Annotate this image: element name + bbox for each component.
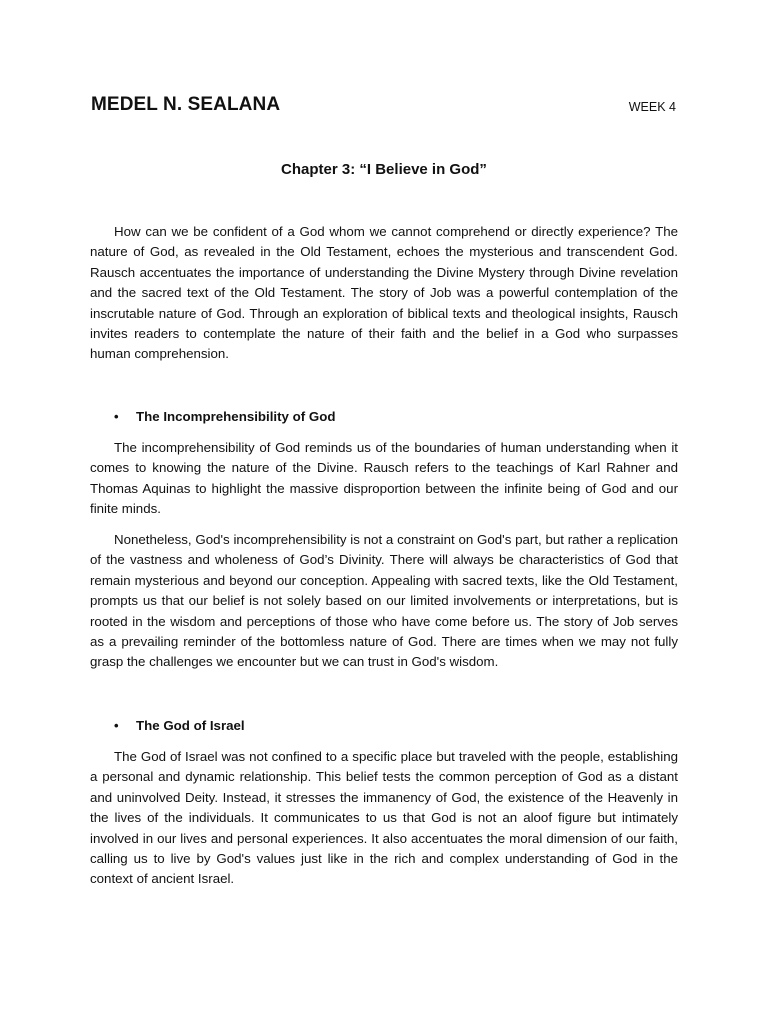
paragraph: Nonetheless, God's incomprehensibility is not a constraint on God's part, but rather a replication of the vastness and wholeness of God’s Divinity. There will always be characteristics of God that remain mysterious and beyond our conception. Appealing with sacred texts, like the Old Testament, prompts us that our belief is not solely based on our limited involvements or interpretations, but is rooted in the wisdom and perceptions of those who have come before us. The story of Job serves as a prevailing reminder of the bottomless nature of God. There are times when we may not fully grasp the challenges we encounter but we can trust in God's wisdom. xyxy=(90,532,678,670)
paragraph: The incomprehensibility of God reminds us of the boundaries of human understanding when it comes to knowing the nature of the Divine. Rausch refers to the teachings of Karl Rahner and Thomas Aquinas to highlight the massive disproportion between the infinite being of God and our finite minds. xyxy=(90,440,678,517)
section-heading-incomprehensibility xyxy=(114,407,335,427)
paragraph: The God of Israel was not confined to a specific place but traveled with the people, establishing a personal and dynamic relationship. This belief tests the common perception of God as a distant and uninvolved Deity. Instead, it stresses the immanency of God, the existence of the Heavenly in the lives of the individuals. It communicates to us that God is not an aloof figure but intimately involved in our lives and personal experiences. It also accentuates the moral dimension of our faith, calling us to live by God's values just like in the rich and complex understanding of God in the context of ancient Israel. xyxy=(90,749,678,887)
section-heading-label: The Incomprehensibility of God xyxy=(136,409,336,424)
section-heading-god-of-israel xyxy=(114,716,245,736)
author-name: MEDEL N. SEALANA xyxy=(91,94,281,115)
bullet-icon: • xyxy=(114,409,119,424)
section-heading-label: The God of Israel xyxy=(136,718,245,733)
chapter-title: Chapter 3: “I Believe in God” xyxy=(281,161,487,178)
week-label: WEEK 4 xyxy=(628,100,676,114)
intro-paragraph: How can we be confident of a God whom we cannot comprehend or directly experience? The nature of God, as revealed in the Old Testament, echoes the mysterious and transcendent God. Rausch accentuates the importance of understanding the Divine Mystery through Divine revelation and the sacred text of the Old Testament. The story of Job was a powerful contemplation of the inscrutable nature of God. Through an exploration of biblical texts and theological insights, Rausch invites readers to contemplate the nature of their faith and the belief in a God who surpasses human comprehension. xyxy=(90,224,678,362)
document-header xyxy=(91,94,676,122)
bullet-icon: • xyxy=(114,718,119,733)
